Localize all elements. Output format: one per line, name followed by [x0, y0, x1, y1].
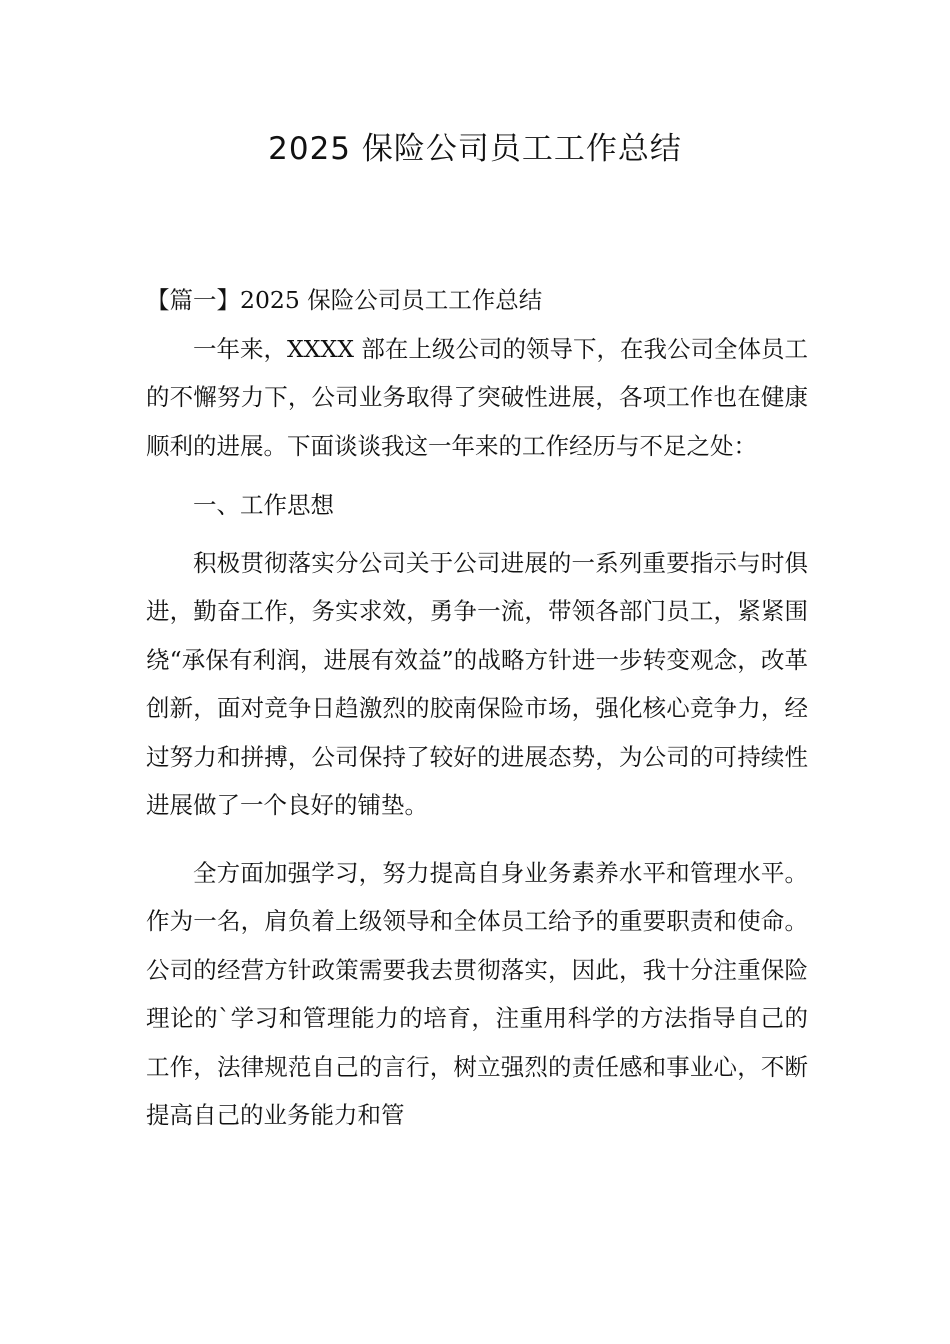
body-paragraph: 积极贯彻落实分公司关于公司进展的一系列重要指示与时俱进，勤奋工作，务实求效，勇争一流，带领各部门员工，紧紧围绕“承保有利润，进展有效益”的战略方针进一步转变观念，改革创新，面对竞争日趋激烈的胶南保险市场，强化核心竞争力，经过努力和拼搏，公司保持了较好的进展态势，为公司的可持续性进展做了一个良好的铺垫。 — [146, 548, 808, 819]
section-heading: 一、工作思想 — [193, 491, 334, 519]
document-body — [146, 276, 808, 1140]
part-label: 【篇一】2025 保险公司员工工作总结 — [146, 286, 543, 314]
document-title: 2025 保险公司员工工作总结 — [268, 131, 682, 167]
body-paragraph: 全方面加强学习，努力提高自身业务素养水平和管理水平。作为一名，肩负着上级领导和全体员工给予的重要职责和使命。公司的经营方针政策需要我去贯彻落实，因此，我十分注重保险理论的`学习和管理能力的培育，注重用科学的方法指导自己的工作，法律规范自己的言行，树立强烈的责任感和事业心，不断提高自己的业务能力和管 — [146, 858, 808, 1129]
intro-paragraph: 一年来，XXXX 部在上级公司的领导下，在我公司全体员工的不懈努力下，公司业务取得了突破性进展，各项工作也在健康顺利的进展。下面谈谈我这一年来的工作经历与不足之处： — [146, 334, 808, 460]
